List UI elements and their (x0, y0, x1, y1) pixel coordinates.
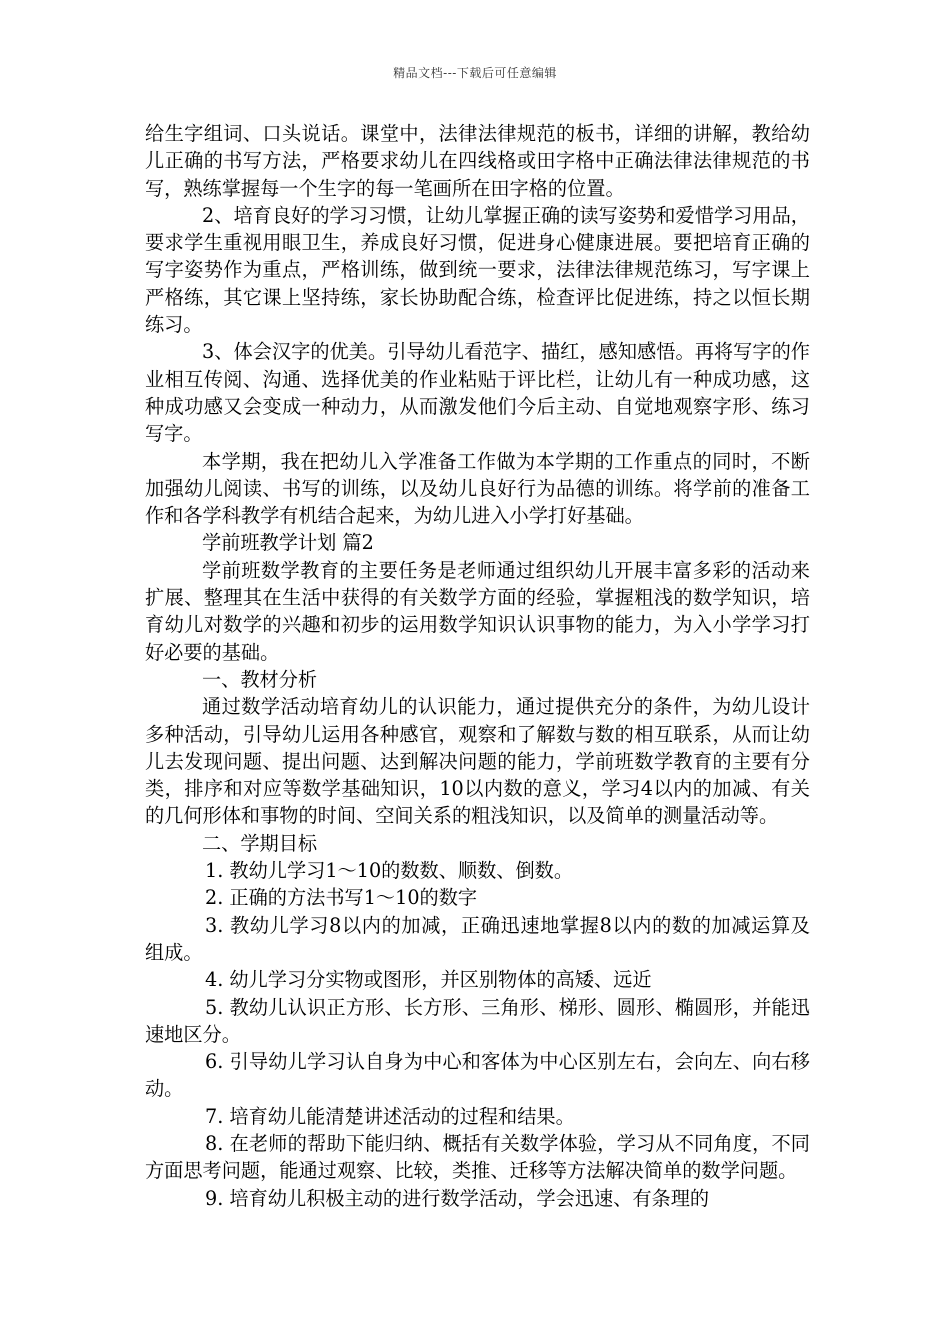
list-item: 3. 教幼儿学习8以内的加减，正确迅速地掌握8以内的数的加减运算及组成。 (145, 913, 810, 964)
list-item: 2. 正确的方法书写1～10的数字 (205, 886, 478, 910)
section-heading: 二、学期目标 (202, 831, 318, 855)
paragraph: 本学期，我在把幼儿入学准备工作做为本学期的工作重点的同时，不断加强幼儿阅读、书写的训练，以及幼儿良好行为品德的训练。将学前的准备工作和各学科教学有机结合起来，为幼儿进入小学打好基础。 (145, 449, 810, 528)
paragraph: 3、体会汉字的优美。引导幼儿看范字、描红，感知感悟。再将写字的作业相互传阅、沟通、选择优美的作业粘贴于评比栏，让幼儿有一种成功感，这种成功感又会变成一种动力，从而激发他们今后主动、自觉地观察字形、练习写字。 (145, 340, 810, 446)
list-item: 5. 教幼儿认识正方形、长方形、三角形、梯形、圆形、椭圆形，并能迅速地区分。 (145, 995, 810, 1046)
list-item: 6. 引导幼儿学习认自身为中心和客体为中心区别左右，会向左、向右移动。 (145, 1050, 810, 1101)
section-heading: 学前班教学计划 篇2 (202, 531, 374, 555)
page-header: 精品文档---下载后可任意编辑 (393, 66, 557, 80)
list-item: 7. 培育幼儿能清楚讲述活动的过程和结果。 (205, 1104, 575, 1128)
list-item: 9. 培育幼儿积极主动的进行数学活动，学会迅速、有条理的 (205, 1186, 710, 1210)
list-item: 1. 教幼儿学习1～10的数数、顺数、倒数。 (205, 859, 574, 883)
paragraph: 给生字组词、口头说话。课堂中，法律法律规范的板书，详细的讲解，教给幼儿正确的书写方法，严格要求幼儿在四线格或田字格中正确法律法律规范的书写，熟练掌握每一个生字的每一笔画所在田字格的位置。 (145, 122, 810, 200)
section-heading: 一、教材分析 (202, 667, 318, 691)
list-item: 4. 幼儿学习分实物或图形，并区别物体的高矮、远近 (205, 968, 652, 992)
paragraph: 2、培育良好的学习习惯，让幼儿掌握正确的读写姿势和爱惜学习用品，要求学生重视用眼卫生，养成良好习惯，促进身心健康进展。要把培育正确的写字姿势作为重点，严格训练，做到统一要求，法律法律规范练习，写字课上严格练，其它课上坚持练，家长协助配合练，检查评比促进练，持之以恒长期练习。 (145, 203, 810, 337)
paragraph: 学前班数学教育的主要任务是老师通过组织幼儿开展丰富多彩的活动来扩展、整理其在生活中获得的有关数学方面的经验，掌握粗浅的数学知识，培育幼儿对数学的兴趣和初步的运用数学知识认识事物的能力，为入小学学习打好必要的基础。 (145, 558, 810, 664)
list-item: 8. 在老师的帮助下能归纳、概括有关数学体验，学习从不同角度，不同方面思考问题，能通过观察、比较，类推、迁移等方法解决简单的数学问题。 (145, 1131, 810, 1183)
paragraph: 通过数学活动培育幼儿的认识能力，通过提供充分的条件，为幼儿设计多种活动，引导幼儿运用各种感官，观察和了解数与数的相互联系，从而让幼儿去发现问题、提出问题、达到解决问题的能力，学前班数学教育的主要有分类，排序和对应等数学基础知识，10以内数的意义，学习4以内的加减、有关的几何形体和事物的时间、空间关系的粗浅知识，以及简单的测量活动等。 (145, 695, 810, 828)
document-body (145, 120, 810, 1212)
